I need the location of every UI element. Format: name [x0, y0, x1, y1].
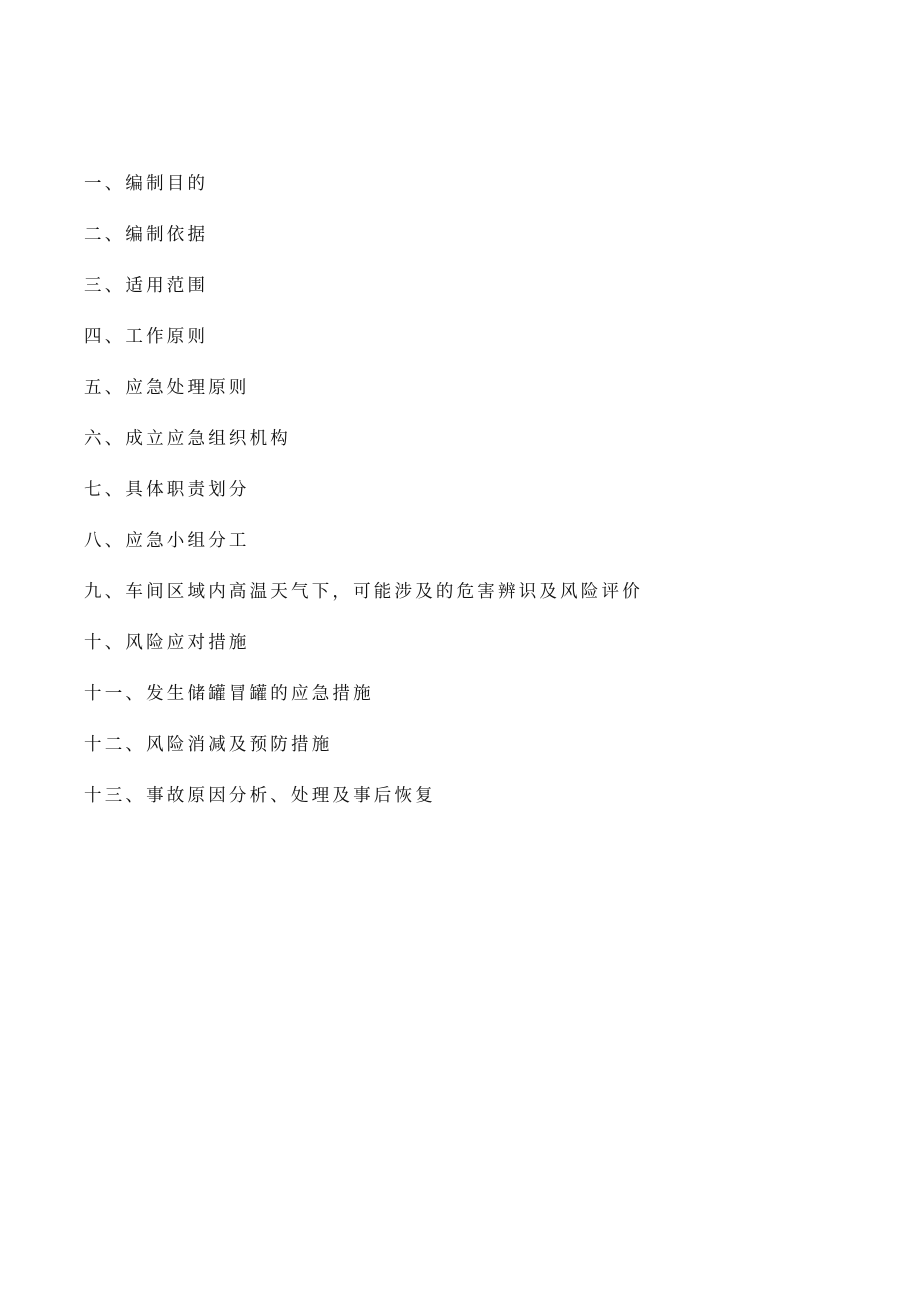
toc-item: 十一、发生储罐冒罐的应急措施 [84, 684, 374, 704]
toc-item: 三、适用范围 [84, 276, 209, 296]
table-of-contents [84, 170, 643, 833]
toc-item: 五、应急处理原则 [84, 378, 250, 398]
toc-item: 六、成立应急组织机构 [84, 429, 291, 449]
toc-item: 十、风险应对措施 [84, 633, 250, 653]
toc-item: 十二、风险消减及预防措施 [84, 735, 333, 755]
toc-item: 八、应急小组分工 [84, 531, 250, 551]
toc-item: 七、具体职责划分 [84, 480, 250, 500]
toc-item: 十三、事故原因分析、处理及事后恢复 [84, 786, 436, 806]
toc-item: 四、工作原则 [84, 327, 209, 347]
toc-item: 二、编制依据 [84, 225, 209, 245]
toc-item: 九、车间区域内高温天气下，可能涉及的危害辨识及风险评价 [84, 582, 643, 602]
toc-item: 一、编制目的 [84, 174, 209, 194]
